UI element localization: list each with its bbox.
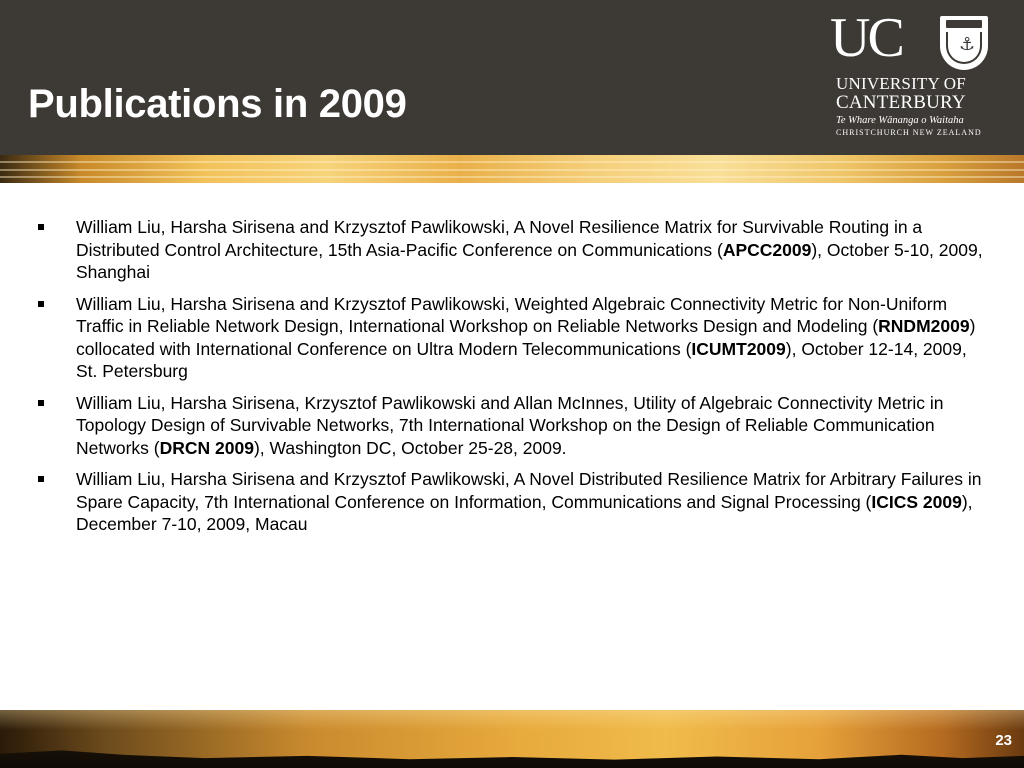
publication-venue: ICICS 2009 — [871, 491, 962, 512]
publication-item — [0, 392, 1024, 460]
publication-text: William Liu, Harsha Sirisena and Krzysztof Pawlikowski, A Novel Resilience Matrix for Survivable Routing in a Distributed Control Architecture, 15th Asia-Pacific Conference on Communications ( — [76, 217, 923, 260]
crest-icon — [940, 16, 988, 70]
publication-text-tail: ), October 5-10, 2009, Shanghai — [76, 239, 983, 282]
publication-item — [0, 468, 1024, 536]
publication-text-middle: ) collocated with International Conference on Ultra Modern Telecommunications ( — [76, 316, 976, 359]
bullet-icon — [38, 224, 44, 230]
logo-university-of: UNIVERSITY OF — [836, 74, 966, 93]
publication-venue: RNDM2009 — [878, 316, 970, 336]
publication-venue-secondary: ICUMT2009 — [691, 338, 786, 359]
publication-text: William Liu, Harsha Sirisena and Krzysztof Pawlikowski, A Novel Distributed Resilience Matrix for Arbitrary Failures in Spare Capacity, 7th International Conference on Information, Communications and Signal Processing ( — [76, 469, 982, 512]
logo-location: CHRISTCHURCH NEW ZEALAND — [836, 128, 982, 137]
bullet-icon — [38, 476, 44, 482]
banner-streak — [0, 169, 1024, 171]
publication-text-tail: ), October 12-14, 2009, St. Petersburg — [76, 338, 967, 381]
banner-streak — [0, 161, 1024, 163]
anchor-icon: ⚓ — [959, 34, 976, 55]
publication-text-tail: ), December 7-10, 2009, Macau — [76, 491, 973, 534]
publication-item — [0, 293, 1024, 383]
crest-band — [946, 20, 982, 28]
footer-landscape — [0, 746, 1024, 768]
footer-sunset-banner — [0, 710, 1024, 768]
university-logo — [826, 7, 996, 142]
logo-initials: UC — [830, 7, 902, 69]
publication-item — [0, 216, 1024, 284]
publication-text: William Liu, Harsha Sirisena and Krzysztof Pawlikowski, Weighted Algebraic Connectivity Metric for Non-Uniform Traffic in Reliable Network Design, International Workshop on Reliable Networks Design and Modeling ( — [76, 293, 948, 336]
publication-venue: DRCN 2009 — [159, 437, 254, 458]
header-sunset-banner — [0, 155, 1024, 183]
bullet-icon — [38, 400, 44, 406]
publication-text: William Liu, Harsha Sirisena, Krzysztof Pawlikowski and Allan McInnes, Utility of Algebraic Connectivity Metric in Topology Design of Survivable Networks, 7th International Workshop on the Design of Reliable Communication Networks ( — [76, 392, 944, 458]
page-number: 23 — [995, 732, 1012, 749]
slide-header — [0, 0, 1024, 155]
bullet-icon — [38, 301, 44, 307]
slide-title: Publications in 2009 — [28, 82, 407, 126]
logo-maori-name: Te Whare Wānanga o Waitaha — [836, 115, 964, 126]
footer-haze — [0, 710, 1024, 730]
publication-text-tail: ), Washington DC, October 25-28, 2009. — [253, 437, 567, 458]
banner-streak — [0, 176, 1024, 178]
publication-venue: APCC2009 — [722, 239, 812, 260]
publication-list — [0, 216, 1024, 545]
logo-canterbury: CANTERBURY — [836, 92, 966, 113]
